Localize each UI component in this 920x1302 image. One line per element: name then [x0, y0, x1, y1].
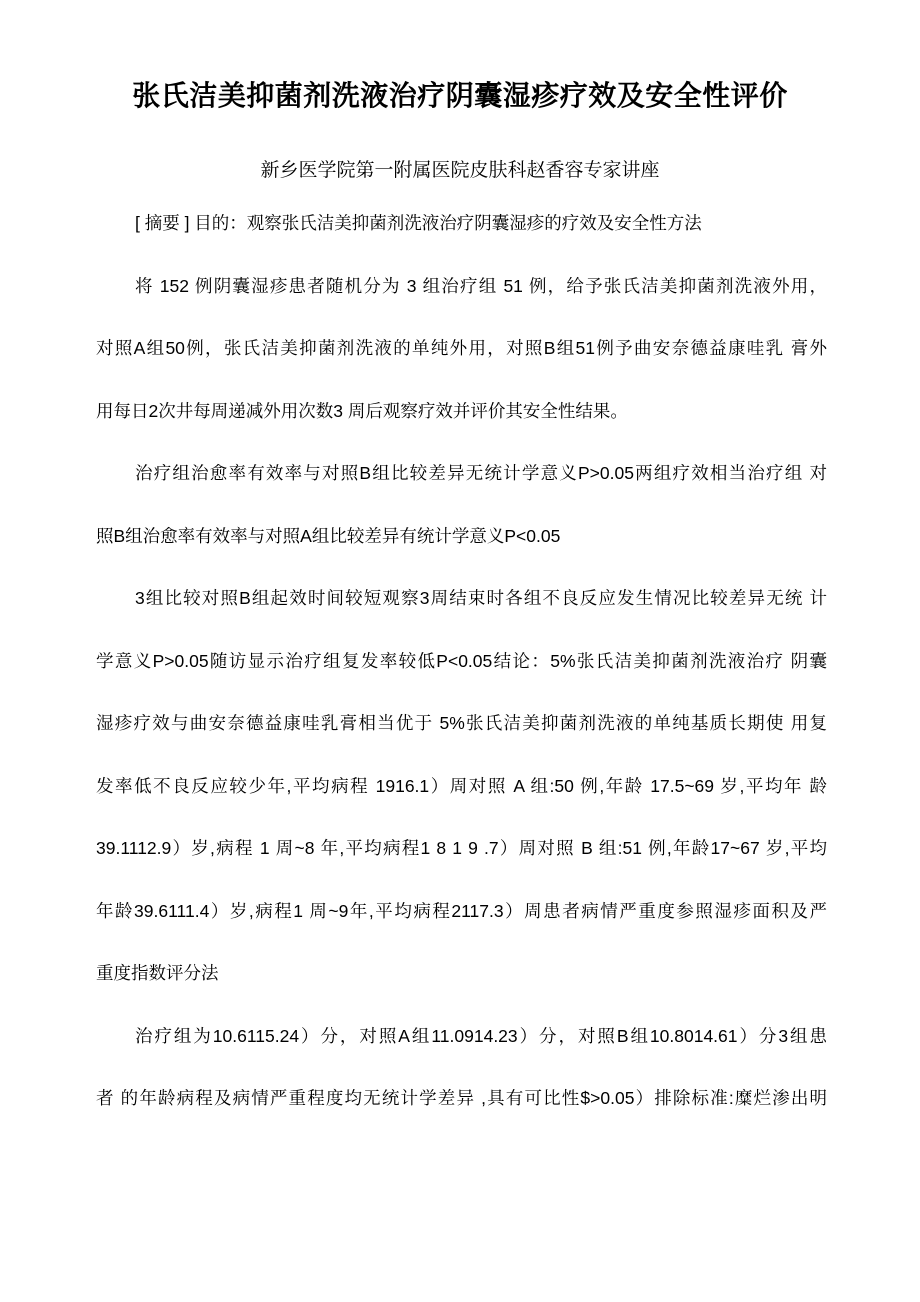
body-line: 对照A组50例，张氏洁美抑菌剂洗液的单纯外用，对照B组51例予曲安奈德益康哇乳 膏外	[96, 338, 827, 358]
body-line: 将 152 例阴囊湿疹患者随机分为 3 组治疗组 51 例，给予张氏洁美抑菌剂洗液外用，	[135, 275, 827, 296]
body-line: 重度指数评分法	[96, 963, 219, 983]
document-title: 张氏洁美抑菌剂洗液治疗阴囊湿疹疗效及安全性评价	[132, 80, 788, 111]
body-line: [ 摘要 ] 目的：观察张氏洁美抑菌剂洗液治疗阴囊湿疹的疗效及安全性方法	[135, 213, 702, 233]
body-line: 发率低不良反应较少年,平均病程 1916.1）周对照 A 组:50 例,年龄 17.5~69 岁,平均年 龄	[96, 775, 827, 796]
body-line: 湿疹疗效与曲安奈德益康哇乳膏相当优于 5%张氏洁美抑菌剂洗液的单纯基质长期使 用复	[96, 713, 827, 733]
body-line: 学意义P>0.05随访显示治疗组复发率较低P<0.05结论：5%张氏洁美抑菌剂洗液治疗 阴囊	[96, 650, 827, 671]
body-line: 用每日2次井每周递减外用次数3 周后观察疗效并评价其安全性结果。	[96, 400, 628, 421]
body-line: 治疗组治愈率有效率与对照B组比较差异无统计学意义P>0.05两组疗效相当治疗组 对	[135, 463, 827, 483]
body-line: 39.1112.9）岁,病程 1 周~8 年,平均病程1 8 1 9 .7）周对照 B 组:51 例,年龄17~67 岁,平均	[96, 838, 827, 858]
document-body	[96, 192, 827, 1130]
body-line: 照B组治愈率有效率与对照A组比较差异有统计学意义P<0.05	[96, 525, 561, 546]
body-line: 治疗组为10.6115.24）分，对照A组11.0914.23）分，对照B组10.8014.61）分3组患	[135, 1025, 827, 1046]
body-line: 3组比较对照B组起效时间较短观察3周结束时各组不良反应发生情况比较差异无统 计	[135, 588, 827, 608]
document-subtitle: 新乡医学院第一附属医院皮肤科赵香容专家讲座	[260, 160, 660, 181]
body-line: 年龄39.6111.4）岁,病程1 周~9年,平均病程2117.3）周患者病情严重度参照湿疹面积及严	[96, 900, 827, 921]
body-line: 者 的年龄病程及病情严重程度均无统计学差异 ,具有可比性$>0.05）排除标准:糜烂渗出明	[96, 1088, 827, 1108]
